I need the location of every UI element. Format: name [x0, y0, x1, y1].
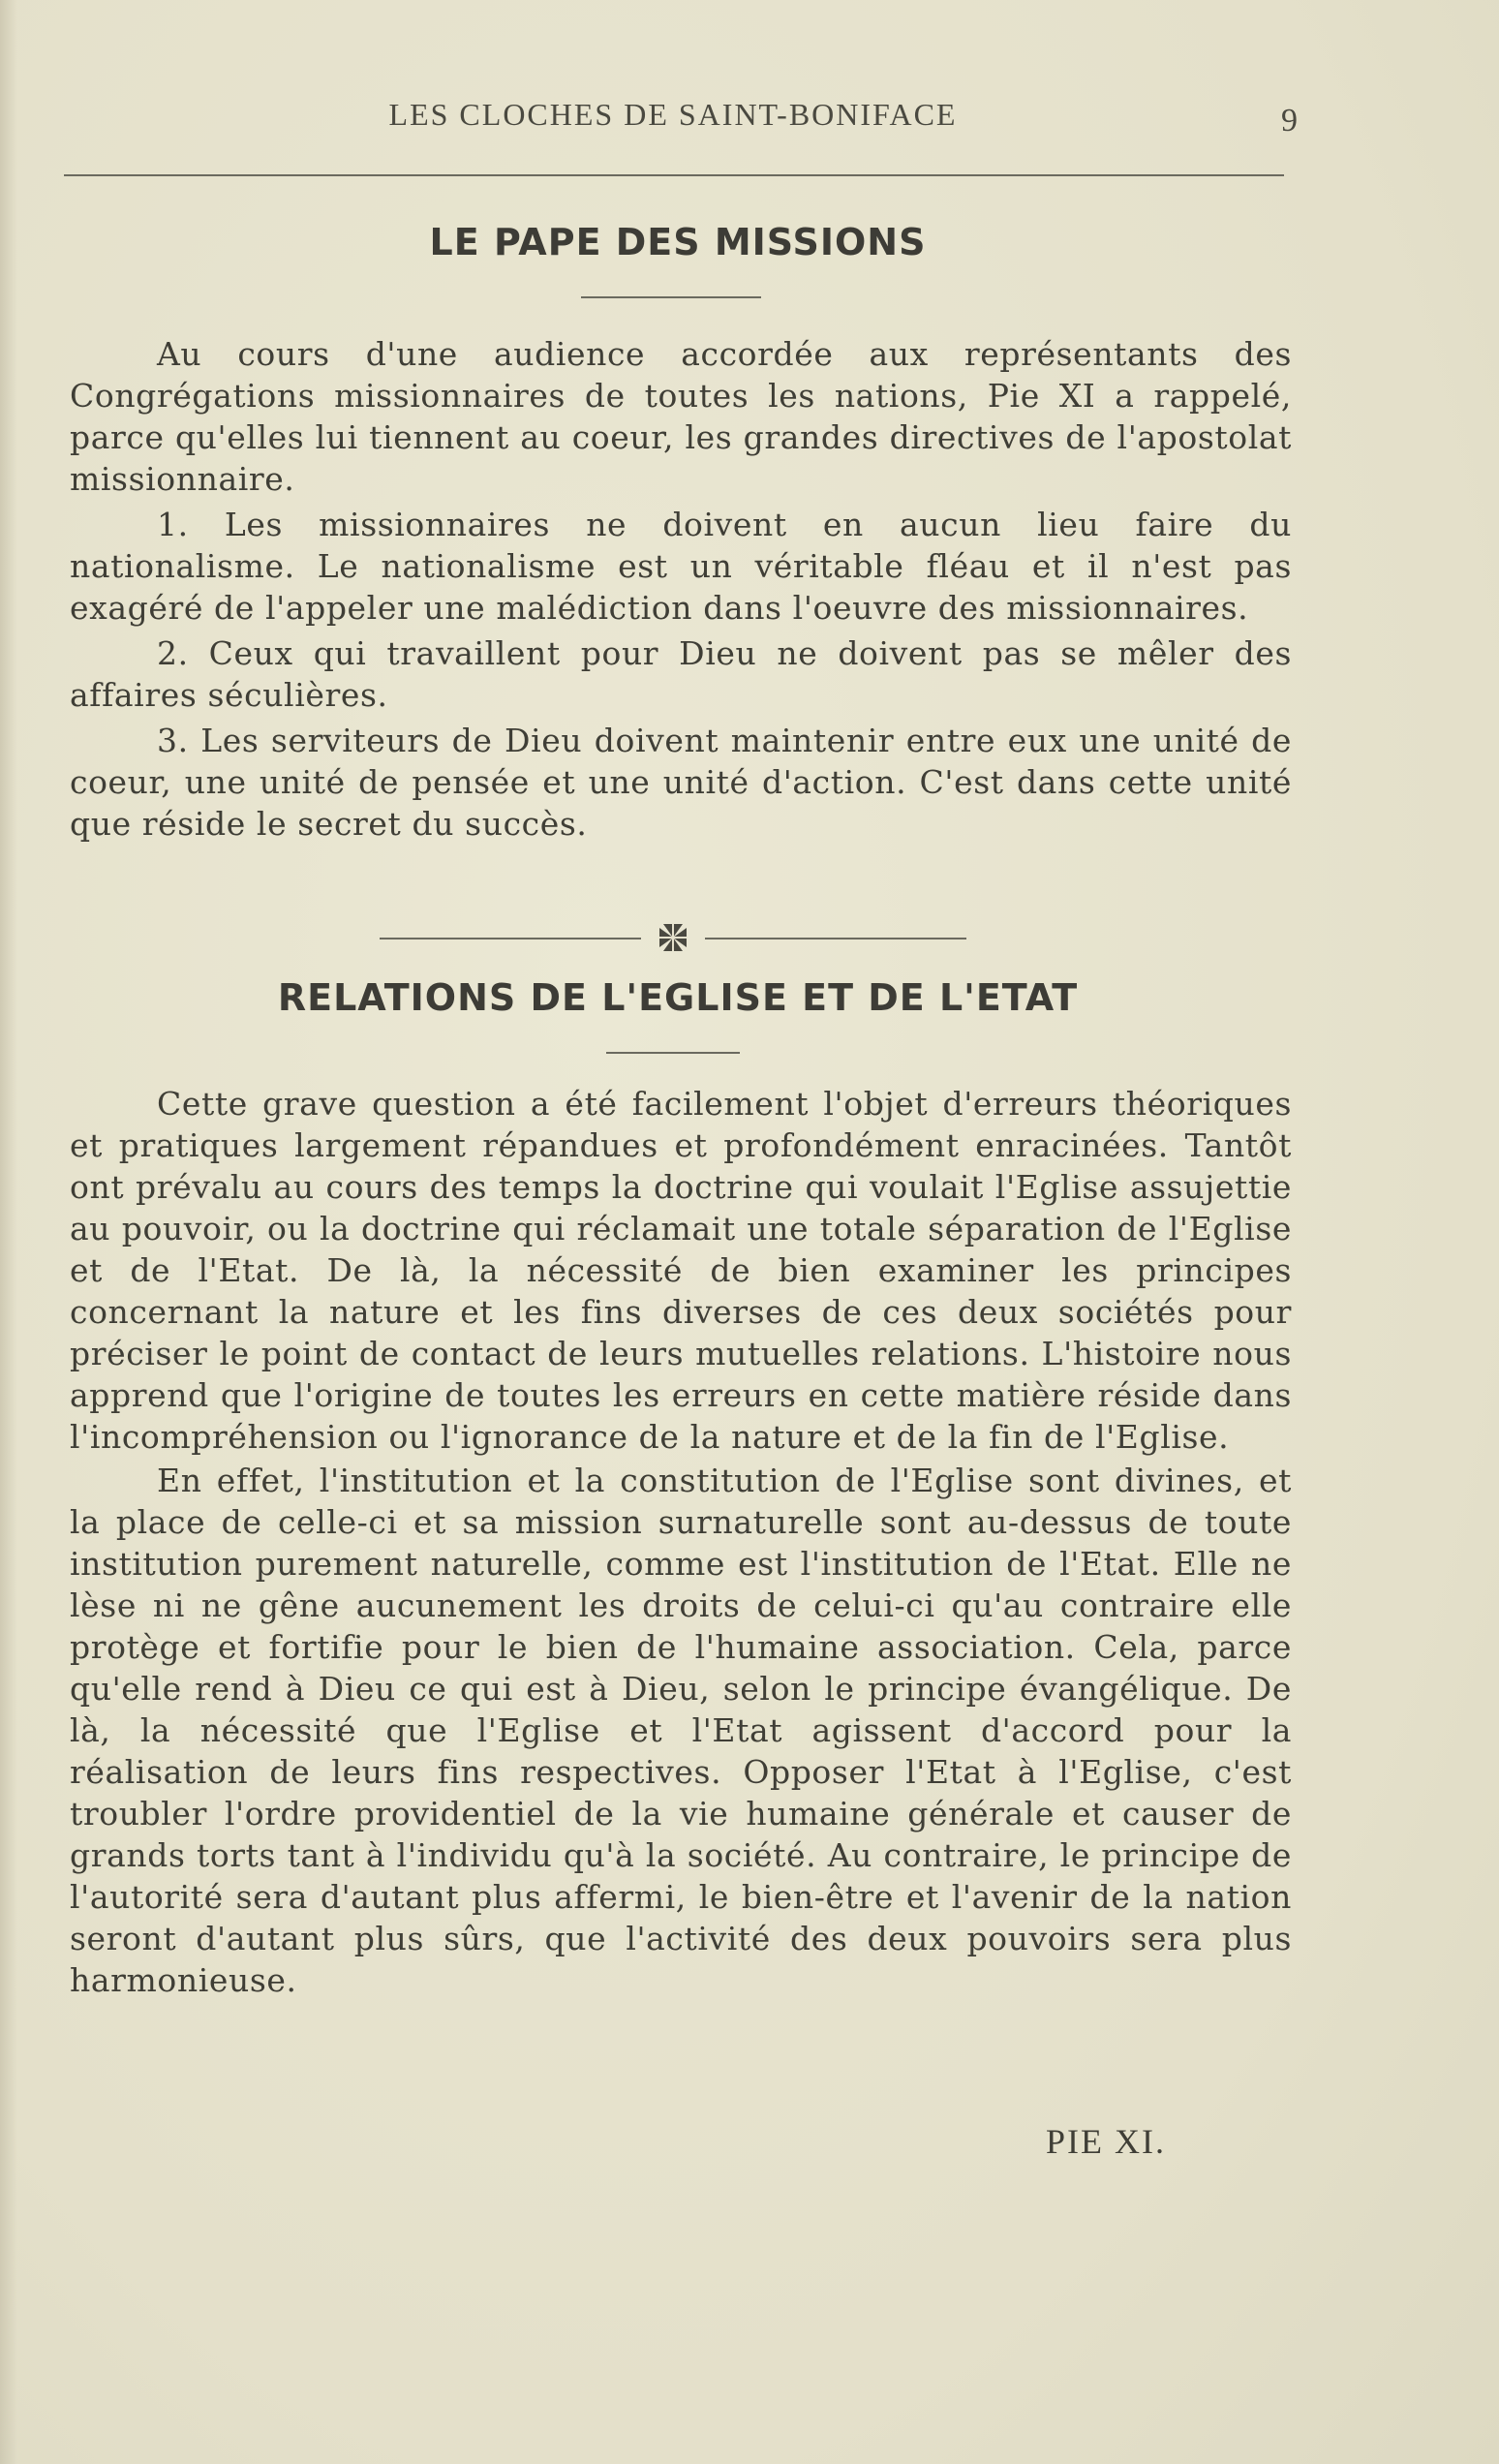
article2-title-rule [606, 1052, 740, 1054]
article2-paragraph: En effet, l'institution et la constitution de l'Eglise sont divines, et la place de celle-ci et sa mission surnaturelle sont au-dessus de toute institution purement naturelle, comme est l'institution de l'Etat. Elle ne lèse ni ne gêne aucunement les droits de celui-ci qu'au contraire elle protège et fortifie pour le bien de l'humaine association. Cela, parce qu'elle rend à Dieu ce qui est à Dieu, selon le principe évangélique. De là, la nécessité que l'Eglise et l'Etat agissent d'accord pour la réalisation de leurs fins respectives. Opposer l'Etat à l'Eglise, c'est troubler l'ordre providentiel de la vie humaine générale et causer de grands torts tant à l'individu qu'à la société. Au contraire, le principe de l'autorité sera d'autant plus affermi, le bien-être et l'avenir de la nation seront d'autant plus sûrs, que l'activité des deux pouvoirs sera plus harmonieuse. [70, 1462, 1292, 1999]
article1-paragraph: 1. Les missionnaires ne doivent en aucun lieu faire du nationalisme. Le nationalisme est un véritable fléau et il n'est pas exagéré de l'appeler une malédiction dans l'oeuvre des missionnaires. [70, 506, 1292, 627]
page-edge-shadow [0, 0, 17, 2464]
article1-title: LE PAPE DES MISSIONS [429, 221, 927, 263]
maltese-cross-icon [656, 920, 690, 955]
separator-right-line [705, 938, 966, 939]
article2-body [70, 1083, 1292, 2001]
running-title: LES CLOCHES DE SAINT-BONIFACE [388, 97, 958, 132]
signature: PIE XI. [1046, 2122, 1166, 2161]
article1-paragraph: 2. Ceux qui travaillent pour Dieu ne doivent pas se mêler des affaires séculières. [70, 634, 1292, 714]
separator-left-line [380, 938, 641, 939]
article1-paragraph: Au cours d'une audience accordée aux représentants des Congrégations missionnaires de toutes les nations, Pie XI a rappelé, parce qu'elles lui tiennent au coeur, les grandes directives de l'apostolat missionnaire. [70, 335, 1292, 498]
article1-paragraph: 3. Les serviteurs de Dieu doivent maintenir entre eux une unité de coeur, une unité de pensée et une unité d'action. C'est dans cette unité que réside le secret du succès. [70, 722, 1292, 843]
page-number: 9 [1281, 103, 1298, 139]
header-rule [64, 174, 1284, 176]
article1-title-rule [581, 296, 761, 298]
article2-paragraph: Cette grave question a été facilement l'objet d'erreurs théoriques et pratiques largement répandues et profondément enracinées. Tantôt ont prévalu au cours des temps la doctrine qui voulait l'Eglise assujettie au pouvoir, ou la doctrine qui réclamait une totale séparation de l'Eglise et de l'Etat. De là, la nécessité de bien examiner les principes concernant la nature et les fins diverses de ces deux sociétés pour préciser le point de contact de leurs mutuelles relations. L'histoire nous apprend que l'origine de toutes les erreurs en cette matière réside dans l'incompréhension ou l'ignorance de la nature et de la fin de l'Eglise. [70, 1085, 1292, 1456]
article2-title: RELATIONS DE L'EGLISE ET DE L'ETAT [277, 976, 1079, 1019]
article1-body [70, 333, 1292, 845]
running-head [68, 97, 1298, 155]
